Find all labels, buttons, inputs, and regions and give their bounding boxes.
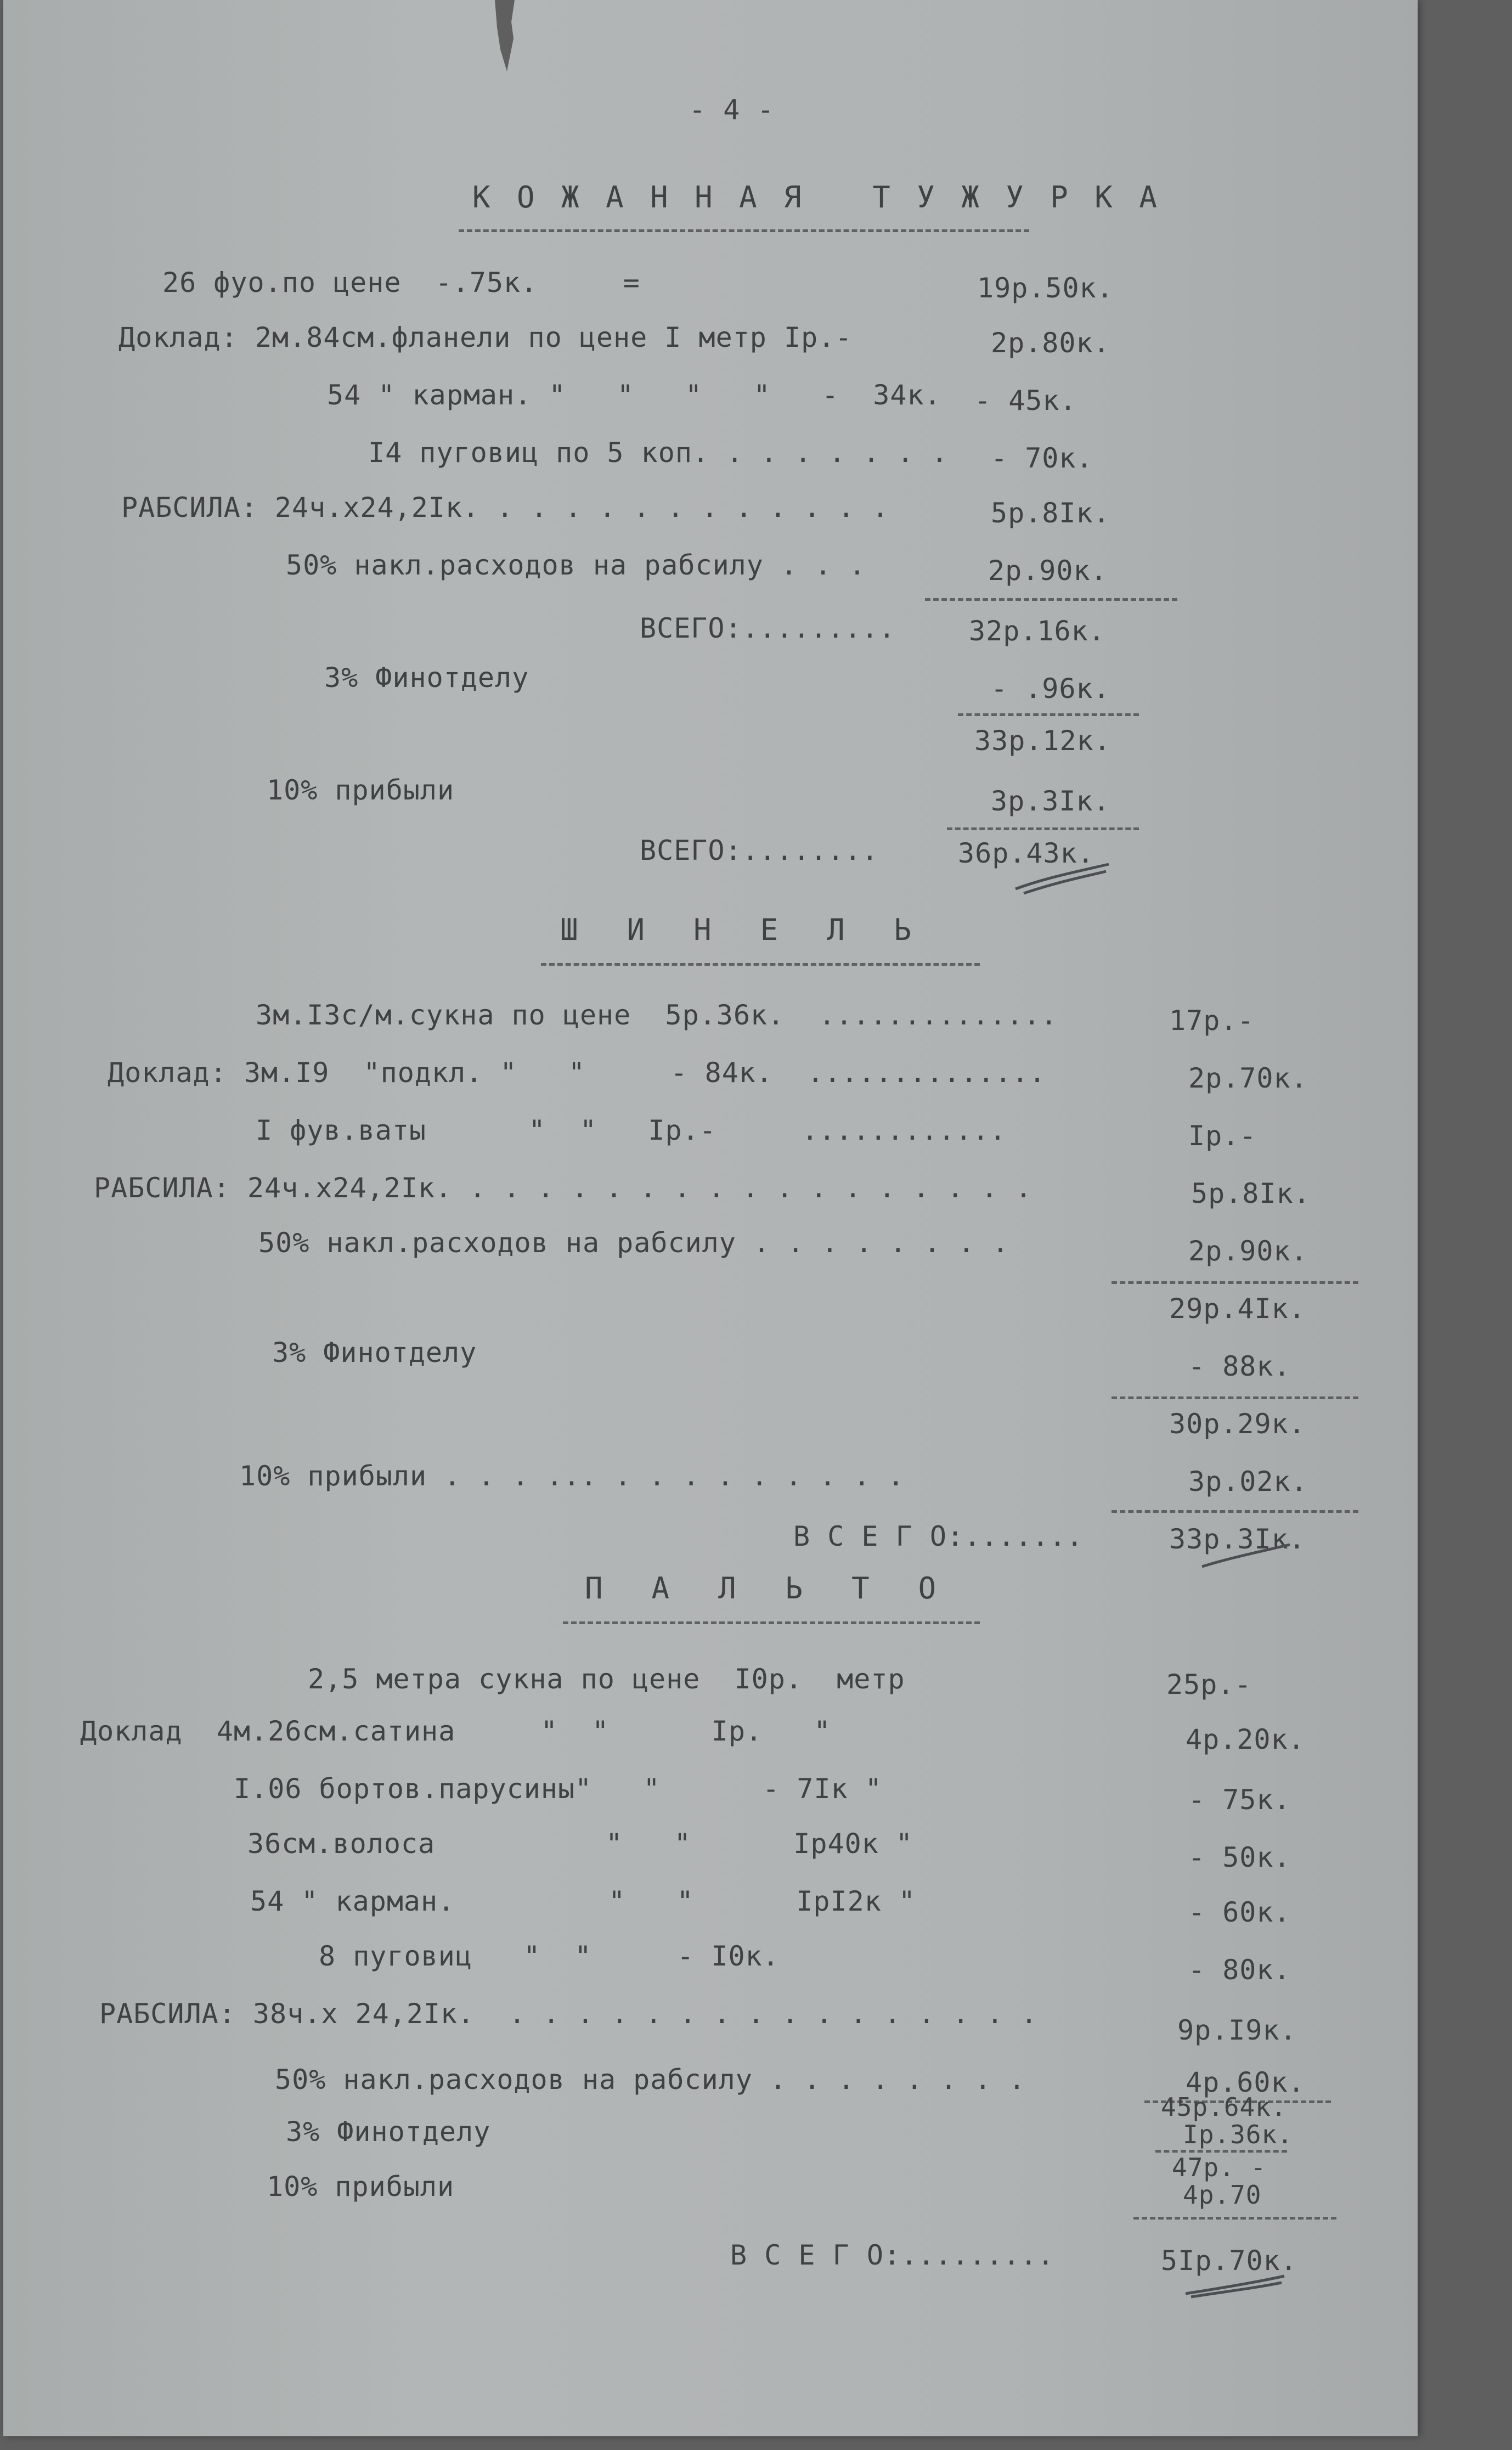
- sum-rule: [958, 713, 1139, 716]
- overcoat-row-text: В С Е Г О:.......: [793, 1520, 1084, 1552]
- jacket-row-amount: 3р.3Iк.: [991, 785, 1110, 817]
- coat-row-amount: - 75к.: [1188, 1784, 1291, 1816]
- overcoat-row-text: 50% накл.расходов на рабсилу . . . . . . . .: [258, 1227, 1009, 1259]
- overcoat-row-amount: 17р.-: [1169, 1005, 1255, 1037]
- coat-row-text: Доклад 4м.26см.сатина " " Iр. ": [80, 1715, 831, 1747]
- document-page: [3, 0, 1418, 2436]
- overcoat-row-amount: - 88к.: [1188, 1350, 1291, 1382]
- jacket-row-amount: 32р.16к.: [969, 615, 1105, 647]
- jacket-row-amount: 19р.50к.: [977, 272, 1114, 304]
- overcoat-row-amount: 5р.8Iк.: [1191, 1178, 1311, 1209]
- coat-row-text: 8 пуговиц " " - I0к.: [319, 1940, 780, 1972]
- overcoat-row-amount: 2р.90к.: [1188, 1235, 1308, 1267]
- title-underline: [563, 1621, 980, 1624]
- jacket-row-text: РАБСИЛА: 24ч.х24,2Iк. . . . . . . . . . . . .: [121, 492, 889, 523]
- jacket-row-text: Доклад: 2м.84см.фланели по цене I метр Iр.-: [119, 322, 853, 353]
- overcoat-row-amount: 33р.3Iк.: [1169, 1523, 1306, 1555]
- jacket-row-text: ВСЕГО:........: [640, 835, 879, 866]
- overcoat-row-amount: Iр.-: [1188, 1120, 1257, 1152]
- handwritten-check-mark: [1183, 2272, 1287, 2299]
- sum-rule: [1112, 1396, 1358, 1399]
- coat-row-amount: Iр.36к.: [1183, 2120, 1293, 2149]
- title-underline: [459, 229, 1029, 232]
- jacket-row-text: 26 фуо.по цене -.75к. =: [162, 267, 640, 298]
- coat-row-amount: 45р.64к.: [1161, 2092, 1287, 2122]
- paper-tear: [495, 0, 515, 71]
- jacket-row-text: ВСЕГО:.........: [640, 612, 896, 644]
- jacket-row-amount: 2р.90к.: [988, 555, 1108, 587]
- overcoat-row-amount: 3р.02к.: [1188, 1466, 1308, 1497]
- sum-rule: [1112, 1281, 1358, 1284]
- sum-rule: [947, 827, 1139, 830]
- sum-rule: [1112, 1510, 1358, 1513]
- overcoat-row-amount: 2р.70к.: [1188, 1062, 1308, 1094]
- section-title-overcoat: Ш И Н Е Л Ь: [560, 913, 916, 947]
- title-underline: [541, 963, 980, 966]
- overcoat-row-text: 3% Финотделу: [272, 1337, 477, 1368]
- overcoat-row-amount: 29р.4Iк.: [1169, 1293, 1306, 1325]
- overcoat-row-amount: 30р.29к.: [1169, 1408, 1306, 1440]
- coat-row-text: 10% прибыли: [267, 2171, 455, 2203]
- coat-row-amount: 4р.60к.: [1186, 2066, 1305, 2098]
- handwritten-check-mark: [1013, 861, 1112, 894]
- jacket-row-text: 54 " карман. " " " " - 34к.: [327, 379, 941, 411]
- jacket-row-text: I4 пуговиц по 5 коп. . . . . . . .: [368, 437, 949, 469]
- coat-row-amount: - 80к.: [1188, 1954, 1291, 1986]
- overcoat-row-text: Доклад: 3м.I9 "подкл. " " - 84к. ..............: [108, 1057, 1046, 1089]
- jacket-row-text: 50% накл.расходов на рабсилу . . .: [286, 549, 866, 581]
- coat-row-amount: - 60к.: [1188, 1896, 1291, 1928]
- overcoat-row-text: 10% прибыли . . . ... . . . . . . . . .: [239, 1460, 905, 1492]
- coat-row-amount: 4р.20к.: [1186, 1724, 1305, 1755]
- jacket-row-amount: 36р.43к.: [958, 837, 1094, 869]
- jacket-row-amount: 5р.8Iк.: [991, 497, 1110, 529]
- overcoat-row-text: РАБСИЛА: 24ч.х24,2Iк. . . . . . . . . . . . . . . . . .: [94, 1172, 1033, 1204]
- coat-row-text: РАБСИЛА: 38ч.х 24,2Iк. . . . . . . . . . . . . . . . .: [99, 1998, 1038, 2030]
- jacket-row-amount: - 45к.: [974, 385, 1077, 416]
- coat-row-text: I.06 бортов.парусины" " - 7Iк ": [234, 1773, 882, 1805]
- jacket-row-text: 10% прибыли: [267, 774, 455, 806]
- section-title-jacket: К О Ж А Н Н А Я Т У Ж У Р К А: [472, 180, 1161, 215]
- coat-row-text: 2,5 метра сукна по цене I0р. метр: [308, 1663, 905, 1695]
- jacket-row-amount: - .96к.: [991, 673, 1110, 705]
- jacket-row-amount: - 70к.: [991, 442, 1093, 474]
- coat-row-amount: 47р. -: [1172, 2153, 1267, 2182]
- coat-row-text: В С Е Г О:.........: [730, 2239, 1054, 2271]
- overcoat-row-text: 3м.I3с/м.сукна по цене 5р.36к. ..............: [256, 999, 1058, 1031]
- section-title-coat: П А Л Ь Т О: [585, 1571, 941, 1606]
- jacket-row-amount: 2р.80к.: [991, 327, 1110, 359]
- coat-row-text: 3% Финотделу: [286, 2116, 491, 2148]
- coat-row-amount: 5Iр.70к.: [1161, 2245, 1297, 2277]
- overcoat-row-text: I фув.ваты " " Iр.- ............: [256, 1114, 1007, 1146]
- page-number: - 4 -: [689, 94, 775, 126]
- jacket-row-amount: 33р.12к.: [974, 725, 1111, 757]
- coat-row-amount: 4р.70: [1183, 2180, 1262, 2210]
- coat-row-amount: 9р.I9к.: [1177, 2014, 1297, 2046]
- handwritten-check-mark: [1199, 1542, 1293, 1569]
- coat-row-text: 54 " карман. " " IрI2к ": [250, 1885, 916, 1917]
- coat-row-text: 50% накл.расходов на рабсилу . . . . . . . .: [275, 2064, 1026, 2096]
- coat-row-text: 36см.волоса " " Iр40к ": [247, 1828, 913, 1860]
- coat-row-amount: 25р.-: [1166, 1669, 1252, 1700]
- jacket-row-text: 3% Финотделу: [324, 662, 529, 694]
- coat-row-amount: - 50к.: [1188, 1841, 1291, 1873]
- sum-rule: [1133, 2217, 1336, 2220]
- sum-rule: [925, 598, 1177, 601]
